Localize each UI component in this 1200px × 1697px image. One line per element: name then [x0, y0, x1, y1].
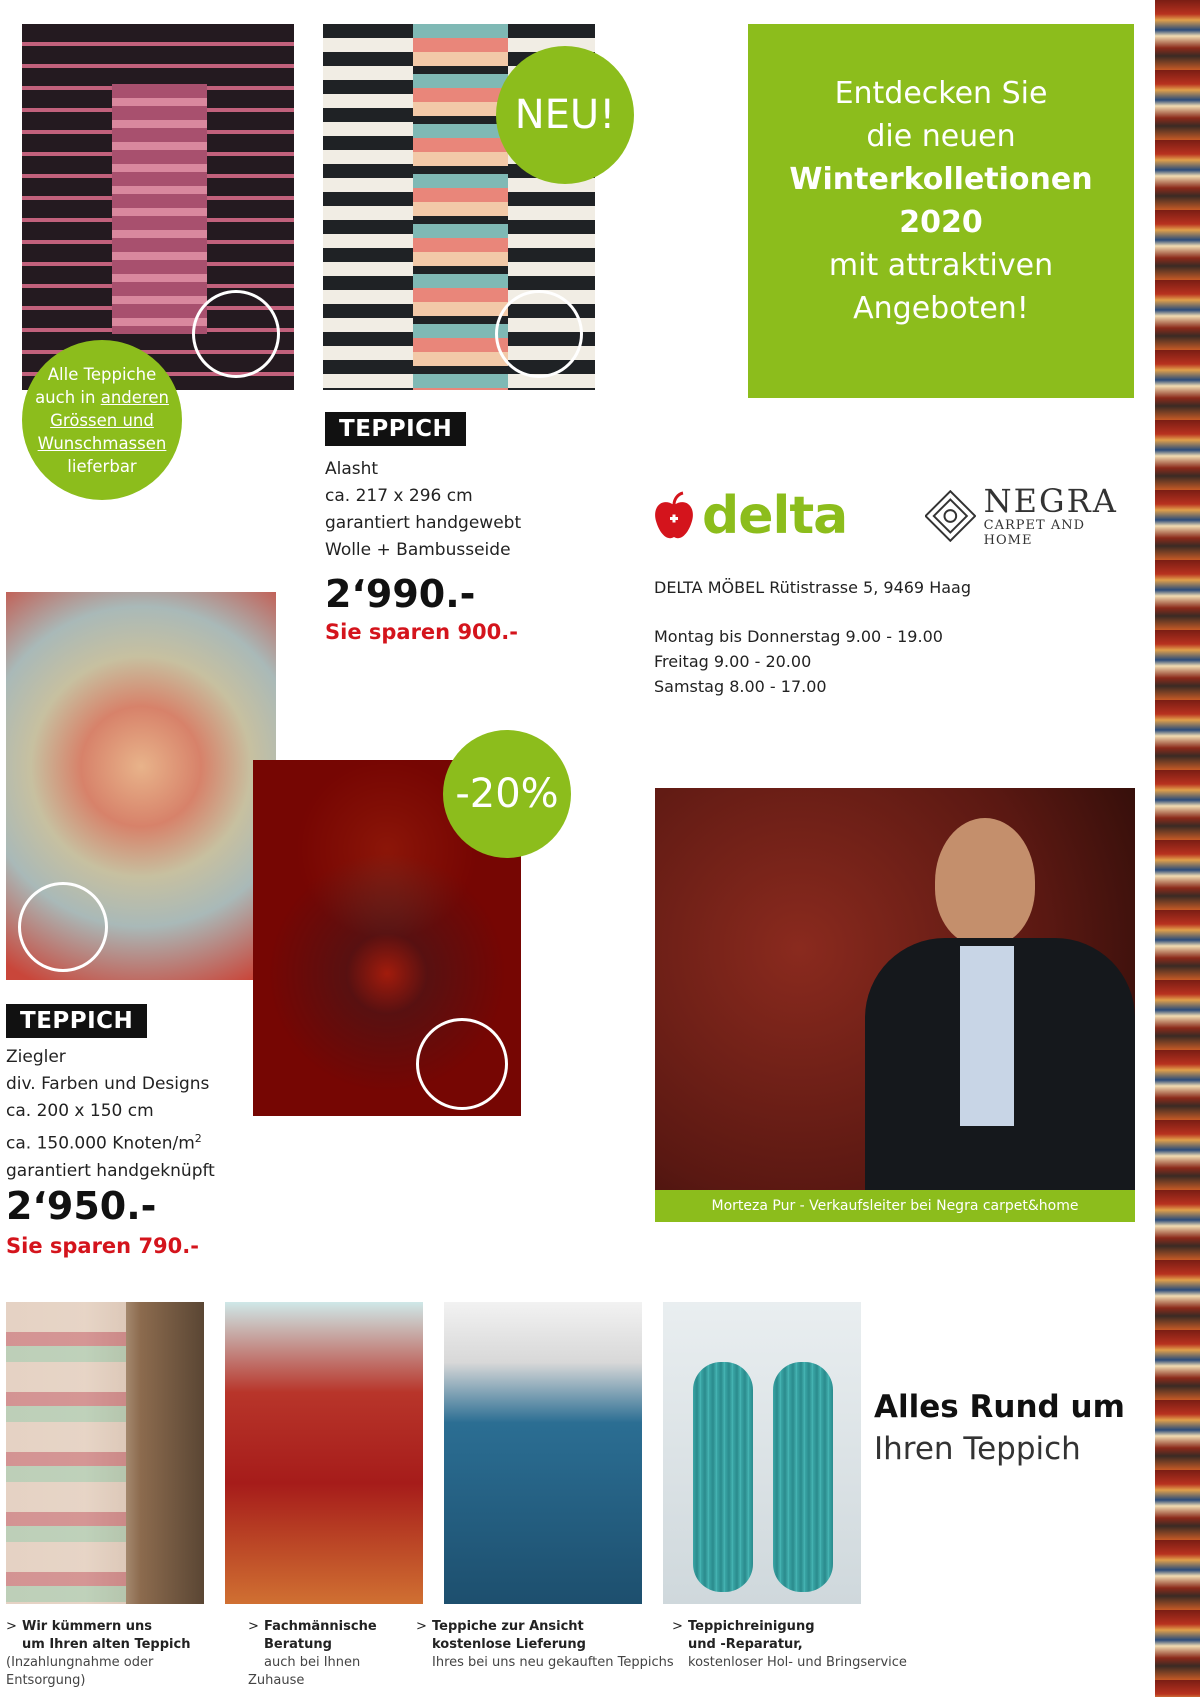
product-price: 2‘950.- [6, 1184, 157, 1228]
person-caption: Morteza Pur - Verkaufsleiter bei Negra carpet&home [655, 1190, 1135, 1222]
negra-logo: NEGRA CARPET AND HOME [925, 488, 1135, 544]
carpet-image-dark-pink [22, 24, 294, 390]
detail-circle [18, 882, 108, 972]
service-photo-yarn [663, 1302, 861, 1604]
service-item-old-carpet: > Wir kümmern uns um Ihren alten Teppich (Inzahlungnahme oder Entsorgung) [6, 1619, 191, 1688]
detail-circle [192, 290, 280, 378]
discount-badge: -20% [443, 730, 571, 858]
store-address: DELTA MÖBEL Rütistrasse 5, 9469 Haag [654, 578, 971, 597]
service-photo-repair [6, 1302, 204, 1604]
service-photo-cleaning [225, 1302, 423, 1604]
carpet-border-strip [1155, 0, 1200, 1697]
delta-logo: delta [652, 488, 884, 544]
product-price: 2‘990.- [325, 572, 476, 616]
service-item-cleaning: > Teppichreinigung und -Reparatur, kostenloser Hol- und Bringservice [672, 1619, 907, 1670]
service-item-delivery: > Teppiche zur Ansicht kostenlose Lieferung Ihres bei uns neu gekauften Teppichs [416, 1619, 674, 1670]
detail-circle [416, 1018, 508, 1110]
opening-hours: Montag bis Donnerstag 9.00 - 19.00 Freitag 9.00 - 20.00 Samstag 8.00 - 17.00 [654, 627, 943, 696]
service-item-consulting: > Fachmännische Beratung auch bei Ihnen Zuhause [248, 1619, 377, 1688]
product-specs: Ziegler div. Farben und Designs ca. 200 x 150 cm ca. 150.000 Knoten/$m^2$ garantiert handgeknüpft [6, 1047, 215, 1181]
person-shirt [960, 946, 1014, 1126]
new-badge: NEU! [496, 46, 634, 184]
product-label: TEPPICH [6, 1004, 147, 1038]
product-label: TEPPICH [325, 412, 466, 446]
person-head [935, 818, 1035, 946]
product-specs: Alasht ca. 217 x 296 cm garantiert handgewebt Wolle + Bambusseide [325, 459, 522, 560]
carpet-image-vintage [6, 592, 276, 980]
product-savings: Sie sparen 900.- [325, 620, 518, 644]
detail-circle [495, 290, 583, 378]
sizes-available-badge: Alle Teppiche auch in anderen Grössen und Wunschmassen lieferbar [22, 340, 182, 500]
promo-box: Entdecken Sie die neuen Winterkolletionen 2020 mit attraktiven Angeboten! [748, 24, 1134, 398]
services-heading: Alles Rund um Ihren Teppich [874, 1389, 1125, 1467]
sales-manager-photo [655, 788, 1135, 1190]
apple-icon [652, 491, 696, 541]
service-photo-inspection [444, 1302, 642, 1604]
negra-ornament-icon [925, 490, 976, 542]
product-savings: Sie sparen 790.- [6, 1234, 199, 1258]
